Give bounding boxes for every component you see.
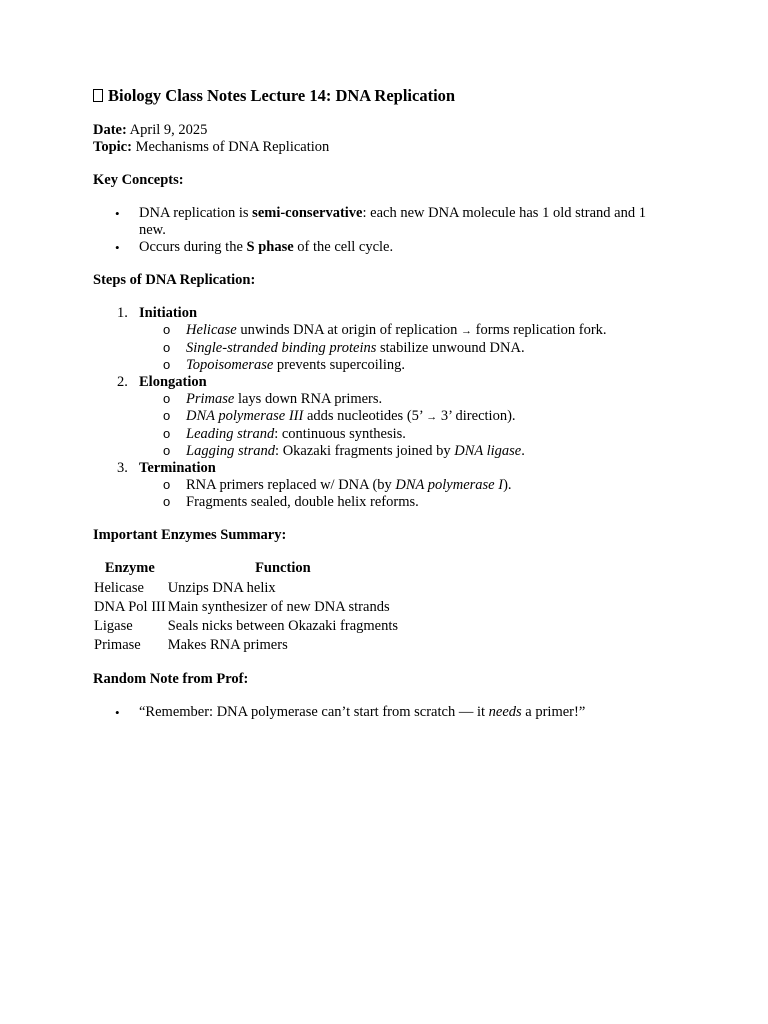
function-cell: Makes RNA primers xyxy=(167,637,288,653)
enzymes-table xyxy=(93,560,399,655)
meta-block xyxy=(93,122,675,156)
sub-list xyxy=(139,477,675,511)
function-cell: Seals nicks between Okazaki fragments xyxy=(167,618,399,634)
list-item: o Leading strand: continuous synthesis. xyxy=(186,426,675,443)
column-header-function: Function xyxy=(255,560,311,576)
function-cell: Main synthesizer of new DNA strands xyxy=(167,599,390,615)
enzyme-cell: Helicase xyxy=(94,580,144,596)
list-item: o Topoisomerase prevents supercoiling. xyxy=(186,357,675,374)
list-item: o Lagging strand: Okazaki fragments joined by DNA ligase. xyxy=(186,443,675,460)
table-header-row xyxy=(93,560,399,579)
list-item: o Single-stranded binding proteins stabilize unwound DNA. xyxy=(186,340,675,357)
key-concepts-heading: Key Concepts: xyxy=(93,172,184,188)
column-header-enzyme: Enzyme xyxy=(104,560,155,576)
list-item: o DNA polymerase III adds nucleotides (5’ → 3’ direction). xyxy=(186,408,675,426)
step-title: Elongation xyxy=(139,374,207,390)
enzyme-cell: DNA Pol III xyxy=(94,599,166,615)
sub-list xyxy=(139,322,675,374)
table-row xyxy=(93,598,399,617)
key-concepts-list xyxy=(93,205,675,256)
date-line xyxy=(93,122,675,139)
enzyme-cell: Ligase xyxy=(94,618,133,634)
list-item: • “Remember: DNA polymerase can’t start from scratch — it needs a primer!” xyxy=(139,704,675,721)
arrow-icon: → xyxy=(426,411,438,423)
list-item: o Helicase unwinds DNA at origin of replication → forms replication fork. xyxy=(186,322,675,340)
table-row xyxy=(93,579,399,598)
step-number: 2. xyxy=(117,374,128,390)
date-label: Date: xyxy=(93,122,127,138)
topic-value: Mechanisms of DNA Replication xyxy=(135,139,330,155)
list-item: o RNA primers replaced w/ DNA (by DNA polymerase I). xyxy=(186,477,675,494)
enzyme-cell: Primase xyxy=(94,637,141,653)
step-title: Termination xyxy=(139,460,216,476)
table-row xyxy=(93,636,399,655)
missing-glyph-icon xyxy=(93,89,103,102)
step-title: Initiation xyxy=(139,305,198,321)
step-number: 1. xyxy=(117,305,128,321)
random-note-list xyxy=(93,704,675,721)
list-item: o Primase lays down RNA primers. xyxy=(186,391,675,408)
step-elongation xyxy=(117,374,675,460)
table-row xyxy=(93,617,399,636)
date-value: April 9, 2025 xyxy=(129,122,208,138)
topic-label: Topic: xyxy=(93,139,132,155)
steps-heading: Steps of DNA Replication: xyxy=(93,272,256,288)
step-termination xyxy=(117,460,675,511)
enzymes-heading: Important Enzymes Summary: xyxy=(93,527,287,543)
step-number: 3. xyxy=(117,460,128,476)
random-note-heading: Random Note from Prof: xyxy=(93,671,249,687)
list-item: • Occurs during the S phase of the cell cycle. xyxy=(139,239,675,256)
step-initiation xyxy=(117,305,675,374)
document-title: Biology Class Notes Lecture 14: DNA Replication xyxy=(93,86,675,106)
topic-line xyxy=(93,139,675,156)
arrow-icon: → xyxy=(461,325,473,337)
function-cell: Unzips DNA helix xyxy=(167,580,276,596)
sub-list xyxy=(139,391,675,460)
list-item: • DNA replication is semi-conservative: each new DNA molecule has 1 old strand and 1 new. xyxy=(139,205,675,239)
steps-list xyxy=(93,305,675,511)
list-item: o Fragments sealed, double helix reforms. xyxy=(186,494,675,511)
